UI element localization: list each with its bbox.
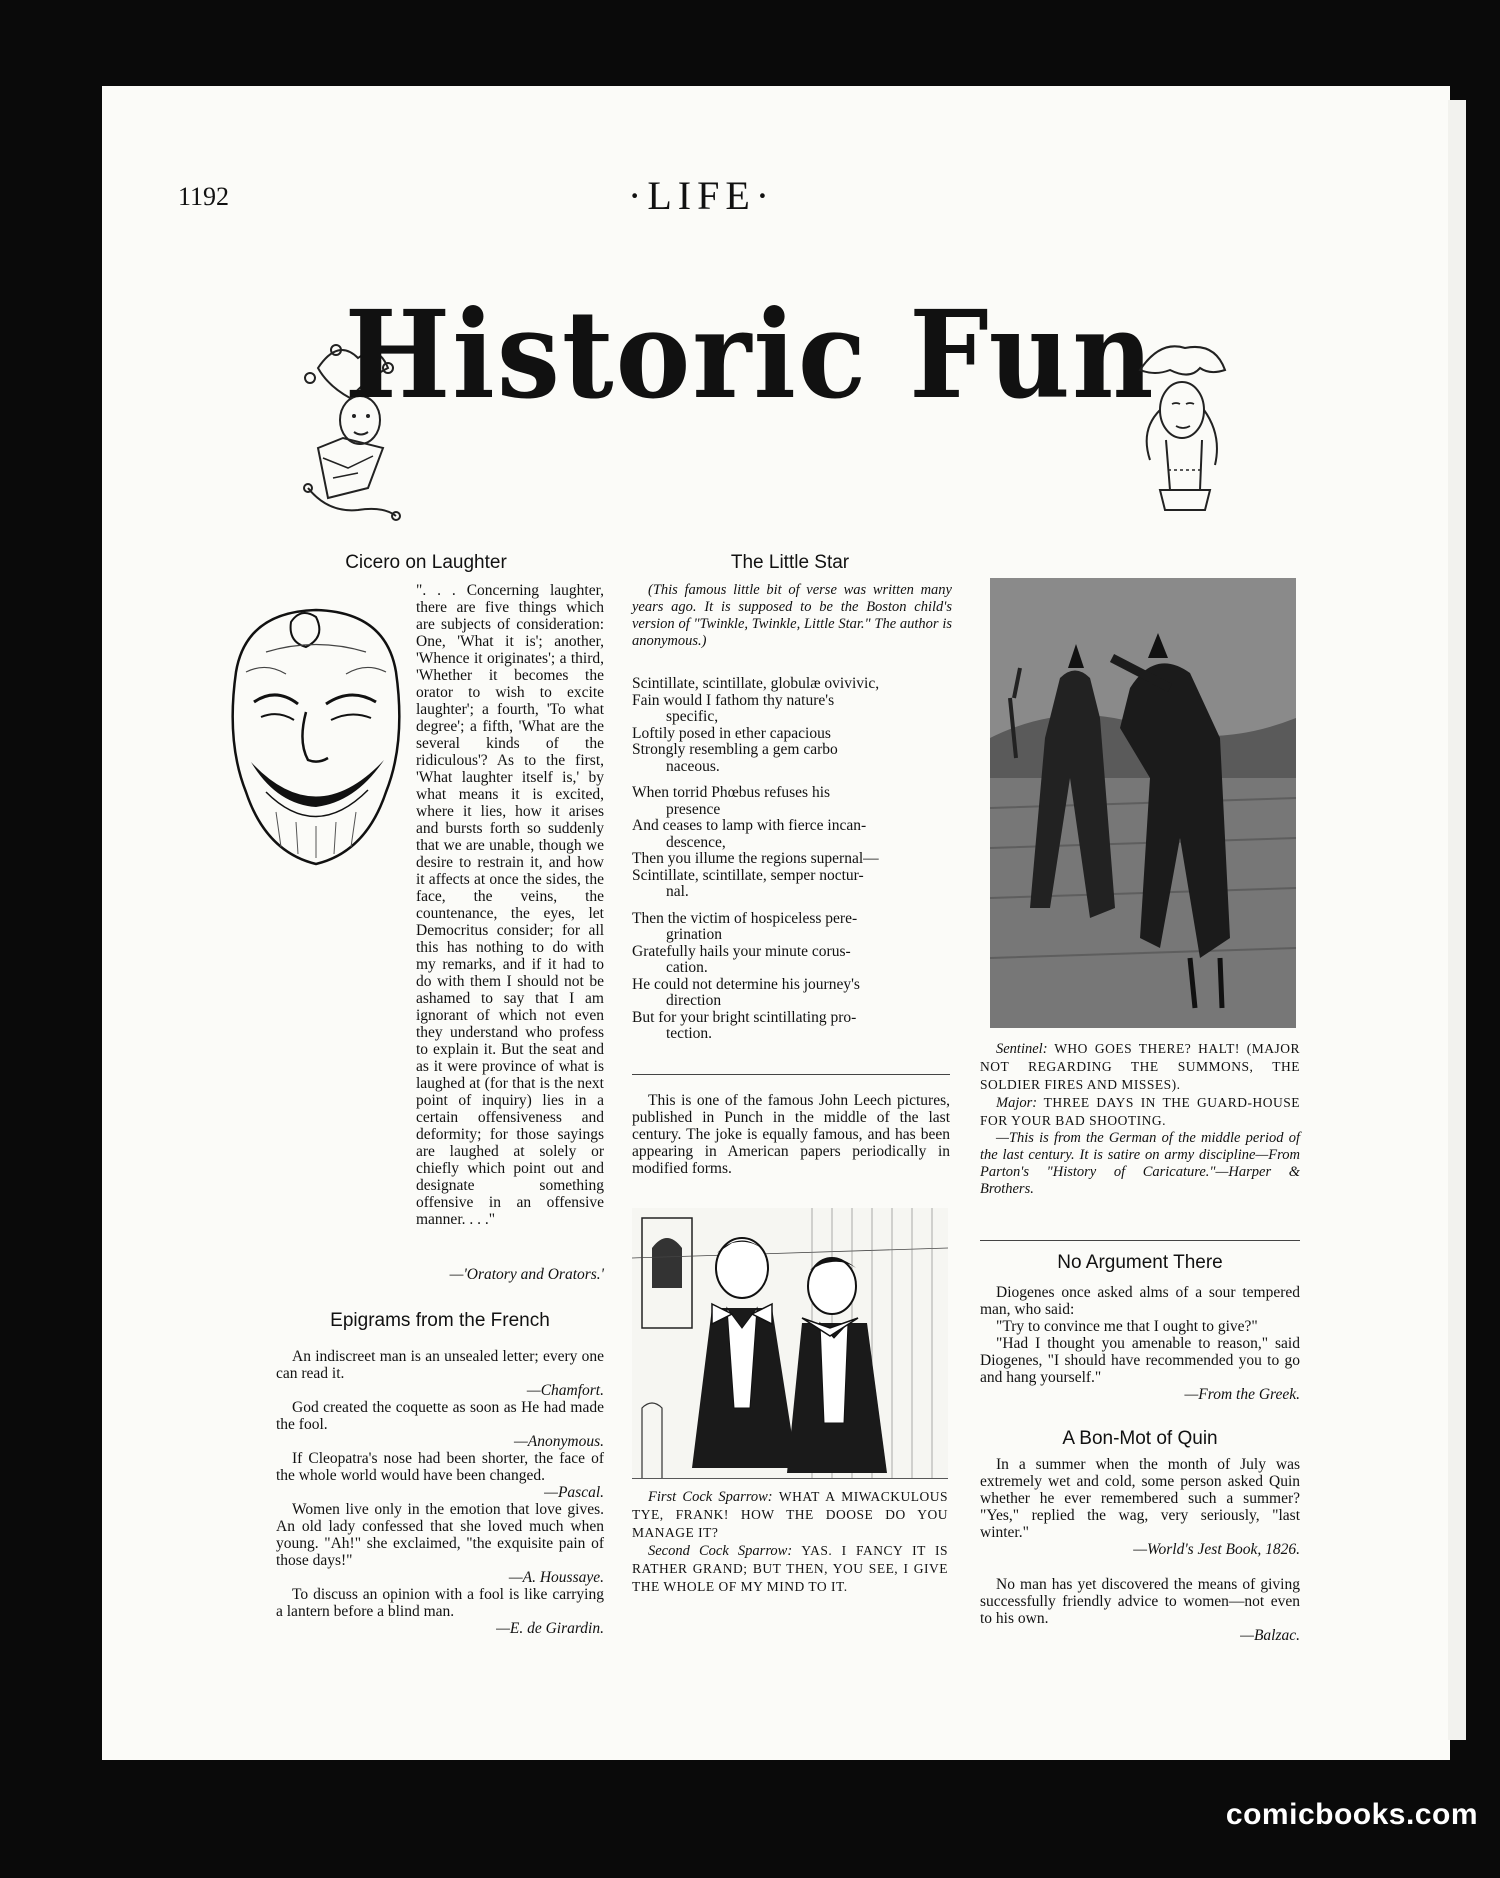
verse-line: Then you illume the regions supernal— [632, 850, 879, 867]
caption-speaker: First Cock Sparrow: [648, 1489, 773, 1505]
quin-heading: A Bon-Mot of Quin [1062, 1428, 1218, 1449]
argument-source: —From the Greek. [1184, 1386, 1300, 1403]
verse-line: descence, [666, 833, 726, 851]
verse-line: Fain would I fathom thy nature's [632, 691, 835, 709]
cicero-heading: Cicero on Laughter [345, 552, 507, 573]
epigram-author: —Chamfort. [526, 1382, 604, 1399]
caption-speaker: Sentinel: [996, 1041, 1048, 1057]
verse-line: Strongly resembling a gem carbo [632, 741, 838, 758]
cicero-source [276, 1266, 604, 1283]
leech-caption-2 [632, 1542, 948, 1596]
leech-captions [632, 1488, 948, 1596]
balzac-block [980, 1576, 1300, 1644]
facing-page-edge [1448, 100, 1466, 1740]
sentinel-caption-1 [980, 1040, 1300, 1094]
argument-heading: No Argument There [1057, 1252, 1223, 1273]
section-title: Historic Fun [344, 284, 1156, 427]
sentinel-note: —This is from the German of the middle period of the last century. It is satire on army discipline—From Parton's "History of Caricature."—Harper & Brothers. [980, 1130, 1300, 1197]
quin-source: —World's Jest Book, 1826. [1133, 1541, 1300, 1558]
cicero-source-text: —'Oratory and Orators.' [449, 1266, 604, 1283]
verse-line: When torrid Phœbus refuses his [632, 784, 831, 801]
cicero-body: ". . . Concerning laughter, there are five things which are subjects of consideration: One, 'What it is'; another, 'Whence it originates'; a third, 'Whether it becomes the orator to wish to excite laughter'; a fourth, 'To what degree'; a fifth, 'What are the several kinds of the ridiculous'? As to the first, 'What laughter itself is,' by what means it is excited, where it lies, how it arises and bursts forth so suddenly that we are unable, though we desire to restrain it, and how it affects at once the sides, the face, the veins, the countenance, the eyes, let Democritus consider; for all this has nothing to do with my remarks, and if it had to do with them I should not be ashamed to say that I am ignorant of which not even they understand who profess to explain it. But the seat and as it were province of what is laughed at (for that is the next point of inquiry) lies in a certain offensiveness and deformity; for those sayings are laughed at solely or chiefly which point out and designate something offensive in an offensive manner. . . ." [416, 582, 604, 1228]
caption-line: YAS. I FANCY IT IS RATHER GRAND; BUT THEN, YOU SEE, I GIVE THE WHOLE OF MY MIND TO IT. [632, 1543, 949, 1594]
quin-body: In a summer when the month of July was extremely wet and cold, some person asked Quin whether he ever remembered such a summer? "Yes," replied the wag, very seriously, "last winter." [980, 1456, 1300, 1541]
balzac-body: No man has yet discovered the means of giving successfully friendly advice to women—not even to his own. [980, 1576, 1300, 1627]
verse-line: Scintillate, scintillate, globulæ ovivivic, [632, 675, 880, 692]
watermark: comicbooks.com [1225, 1798, 1478, 1831]
verse-line: And ceases to lamp with fierce incan- [632, 817, 867, 834]
divider [632, 1074, 950, 1075]
verse-line: But for your bright scintillating pro- [632, 1008, 857, 1026]
verse-line: Loftily posed in ether capacious [632, 724, 831, 742]
epigram-text: God created the coquette as soon as He had made the fool. [276, 1399, 604, 1433]
verse-line: nal. [666, 883, 689, 900]
epigram-author: —Pascal. [544, 1484, 604, 1501]
little-star-heading: The Little Star [730, 552, 850, 573]
verse-line: specific, [666, 708, 719, 725]
epigram-author: —E. de Girardin. [496, 1620, 604, 1637]
epigram-text: To discuss an opinion with a fool is like carrying a lantern before a blind man. [276, 1586, 604, 1620]
caption-line: THREE DAYS IN THE GUARD-HOUSE FOR YOUR BAD SHOOTING. [980, 1095, 1300, 1128]
verse-line: Then the victim of hospiceless pere- [632, 909, 858, 927]
verse-line: presence [666, 800, 721, 818]
epigram-author: —A. Houssaye. [508, 1569, 604, 1586]
verse-line: direction [666, 992, 722, 1009]
epigram-text: If Cleopatra's nose had been shorter, the face of the whole world would have been changed. [276, 1450, 604, 1484]
little-star-intro: (This famous little bit of verse was written many years ago. It is supposed to be the Boston child's version of "Twinkle, Twinkle, Little Star." The author is anonymous.) [632, 582, 952, 649]
magazine-title: ·LIFE· [628, 173, 776, 218]
caption-speaker: Major: [996, 1095, 1038, 1111]
sentinel-illustration [990, 578, 1296, 1028]
verse-line: naceous. [666, 757, 720, 775]
verse-line: Scintillate, scintillate, semper noctur- [632, 866, 864, 884]
divider [980, 1240, 1300, 1241]
lady-illustration [1130, 340, 1230, 522]
leech-block [632, 1092, 950, 1177]
verse-stanza-break [632, 901, 954, 911]
argument-p3: "Had I thought you amenable to reason," said Diogenes, "I should have recommended you to go and hang yourself." [980, 1335, 1300, 1386]
argument-block [980, 1284, 1300, 1403]
caption-line: WHO GOES THERE? HALT! (MAJOR NOT REGARDING THE SUMMONS, THE SOLDIER FIRES AND MISSES). [980, 1041, 1300, 1092]
verse-line: He could not determine his journey's [632, 975, 860, 993]
verse-line: tection. [666, 1025, 713, 1042]
cicero-text-wrap [416, 582, 604, 1228]
epigrams-list [276, 1348, 604, 1637]
caption-line: WHAT A MIWACKULOUS TYE, FRANK! HOW THE DOOSE DO YOU MANAGE IT? [632, 1489, 948, 1540]
quin-block [980, 1456, 1300, 1558]
laughing-mask-illustration [206, 592, 416, 882]
argument-p1: Diogenes once asked alms of a sour tempered man, who said: [980, 1284, 1300, 1318]
little-star-intro-block [632, 582, 952, 650]
verse-line: Gratefully hails your minute corus- [632, 942, 851, 960]
epigram-text: Women live only in the emotion that love gives. An old lady confessed that she loved much when young. "Ah!" she exclaimed, "the exquisite pain of those days!" [276, 1501, 604, 1569]
sentinel-captions [980, 1040, 1300, 1198]
leech-caption-1 [632, 1488, 948, 1542]
argument-p2: "Try to convince me that I ought to give?" [996, 1318, 1258, 1335]
verse-line: grination [666, 926, 722, 943]
sentinel-caption-2 [980, 1094, 1300, 1130]
caption-speaker: Second Cock Sparrow: [648, 1543, 793, 1559]
little-star-verse [632, 676, 954, 1043]
epigrams-heading: Epigrams from the French [330, 1310, 550, 1331]
balzac-author: —Balzac. [1240, 1627, 1300, 1644]
verse-line: cation. [666, 959, 708, 976]
epigram-text: An indiscreet man is an unsealed letter; every one can read it. [276, 1348, 604, 1382]
epigram-author: —Anonymous. [514, 1433, 604, 1450]
leech-body: This is one of the famous John Leech pictures, published in Punch in the middle of the last century. The joke is equally famous, and has been appearing in American papers periodically in modified forms. [632, 1092, 950, 1177]
page-number: 1192 [178, 182, 230, 211]
